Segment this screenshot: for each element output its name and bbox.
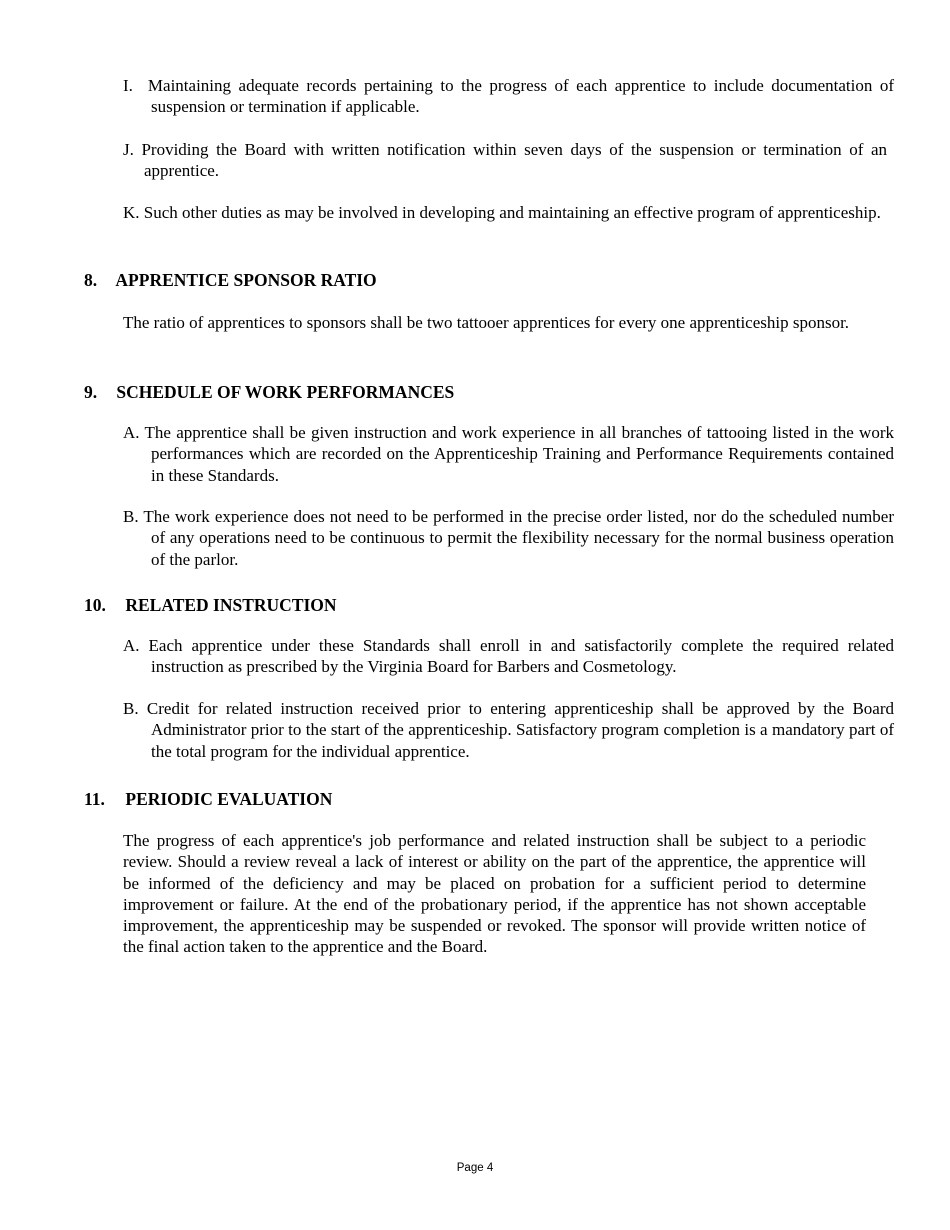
section-title: APPRENTICE SPONSOR RATIO xyxy=(115,270,377,290)
list-item xyxy=(123,698,894,762)
item-label: J. xyxy=(123,140,134,159)
section-title: PERIODIC EVALUATION xyxy=(125,789,333,809)
section-number: 9. xyxy=(84,382,98,402)
section-paragraph: The progress of each apprentice's job performance and related instruction shall be subject to a periodic review. Should a review reveal a lack of interest or ability on the part of the apprentice, the apprentice will be informed of the deficiency and may be placed on probation for a sufficient period to determine improvement or failure. At the end of the probationary period, if the apprentice has not shown acceptable improvement, the apprenticeship may be suspended or revoked. The sponsor will provide written notice of the final action taken to the apprentice and the Board. xyxy=(123,831,866,957)
item-text: The apprentice shall be given instruction and work experience in all branches of tattooing listed in the work performances which are recorded on the Apprenticeship Training and Performance Requirements contained in these Standards. xyxy=(144,423,894,485)
item-text: Each apprentice under these Standards shall enroll in and satisfactorily complete the required related instruction as prescribed by the Virginia Board for Barbers and Cosmetology. xyxy=(148,636,895,677)
list-item xyxy=(123,506,894,570)
section-paragraph: The ratio of apprentices to sponsors shall be two tattooer apprentices for every one apprenticeship sponsor. xyxy=(123,313,850,332)
section-heading xyxy=(84,788,332,810)
item-label: B. xyxy=(123,699,139,718)
item-label: B. xyxy=(123,507,139,526)
section-heading xyxy=(84,594,337,616)
section-number: 10. xyxy=(84,595,106,615)
item-label: K. xyxy=(123,203,140,222)
list-item xyxy=(123,139,887,182)
section-number: 11. xyxy=(84,789,105,809)
section-title: SCHEDULE OF WORK PERFORMANCES xyxy=(116,382,455,402)
item-text: Providing the Board with written notification within seven days of the suspension or termination of an apprentice. xyxy=(141,140,888,181)
item-label: I. xyxy=(123,76,133,95)
section-title: RELATED INSTRUCTION xyxy=(125,595,337,615)
item-label: A. xyxy=(123,636,140,655)
section-heading xyxy=(84,269,377,291)
list-item xyxy=(123,75,894,118)
section-heading xyxy=(84,381,454,403)
item-text: The work experience does not need to be performed in the precise order listed, nor do the scheduled number of any operations need to be continuous to permit the flexibility necessary for the normal business operation of the parlor. xyxy=(143,507,894,569)
item-text: Maintaining adequate records pertaining to the progress of each apprentice to include documentation of suspension or termination if applicable. xyxy=(147,76,894,117)
page-number: Page 4 xyxy=(456,1162,494,1174)
list-item xyxy=(123,635,894,678)
item-label: A. xyxy=(123,423,140,442)
item-text: Such other duties as may be involved in developing and maintaining an effective program of apprenticeship. xyxy=(143,203,881,222)
list-item xyxy=(123,422,894,486)
item-text: Credit for related instruction received prior to entering apprenticeship shall be approved by the Board Administrator prior to the start of the apprenticeship. Satisfactory program completion is a mandatory part of the total program for the individual apprentice. xyxy=(146,699,895,761)
list-item xyxy=(123,202,887,223)
section-number: 8. xyxy=(84,270,98,290)
